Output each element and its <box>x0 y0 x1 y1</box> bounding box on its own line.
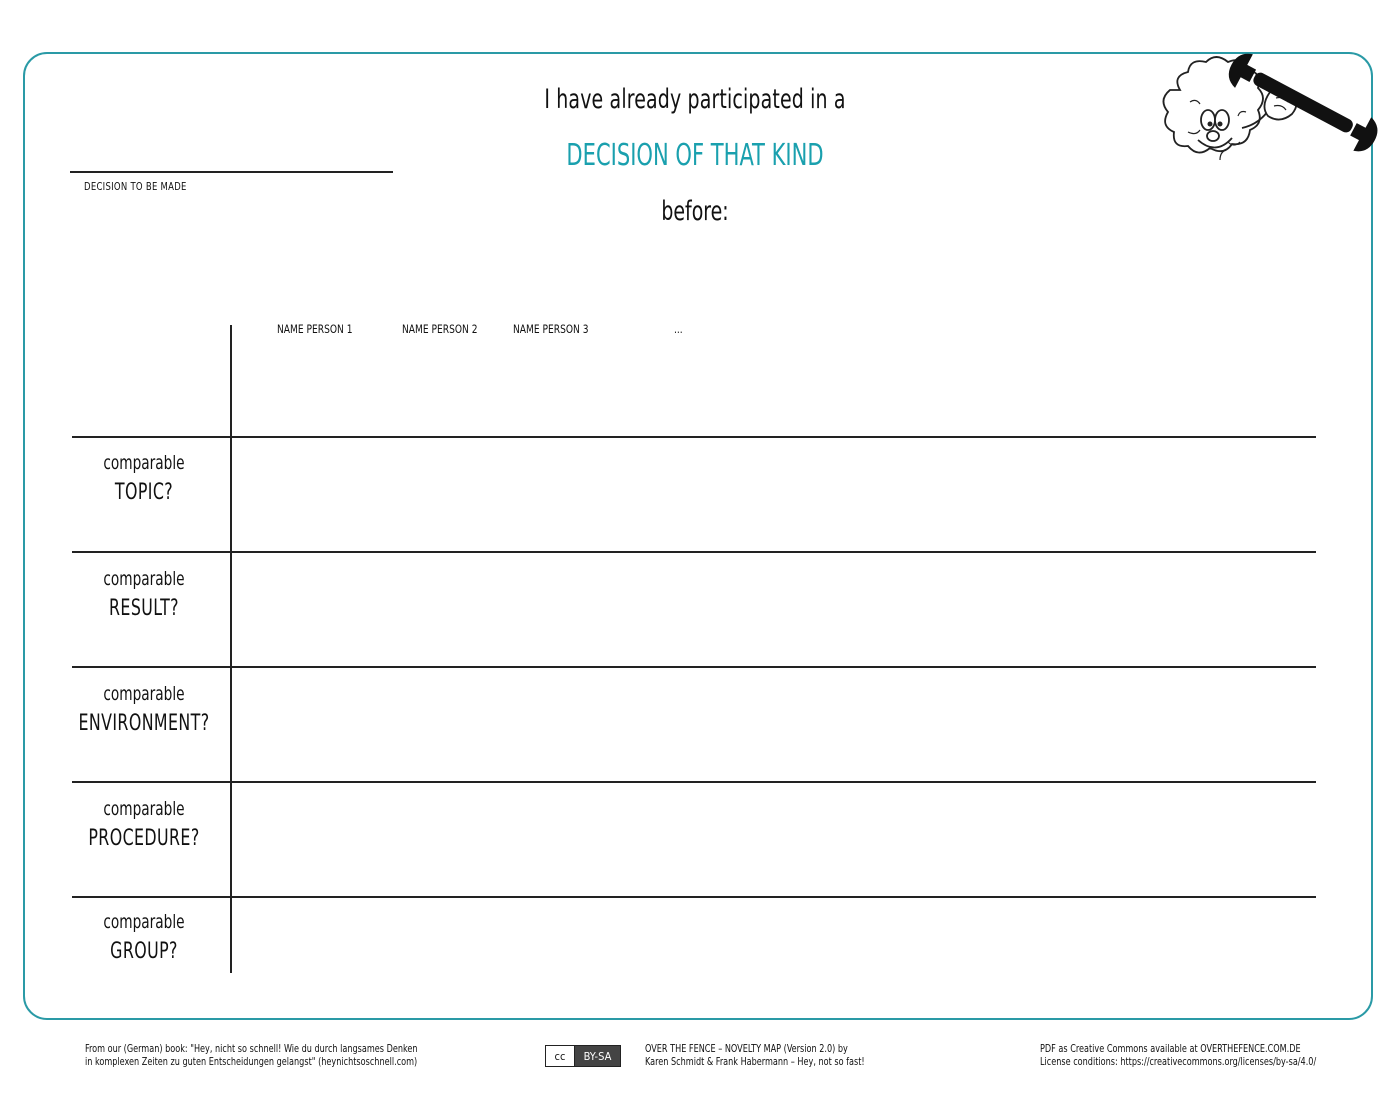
row-label-procedure <box>60 798 228 851</box>
column-header-person-3: NAME PERSON 3 <box>513 322 589 336</box>
mascot-with-wrench-icon <box>1150 32 1390 192</box>
footer-license-info <box>1040 1043 1316 1069</box>
grid-row-divider <box>72 666 1316 668</box>
footer-book-credit <box>85 1043 418 1069</box>
row-label-small: comparable <box>103 568 185 590</box>
row-label-main: RESULT? <box>109 596 179 621</box>
footer-map-credit <box>645 1043 865 1069</box>
grid-row-divider <box>72 896 1316 898</box>
footer-map-line-1: OVER THE FENCE – NOVELTY MAP (Version 2.0) by <box>645 1043 848 1055</box>
decision-input-line[interactable] <box>70 171 393 173</box>
decision-label: DECISION TO BE MADE <box>84 181 187 193</box>
license-label: BY-SA <box>575 1046 620 1066</box>
title-line-3: before: <box>661 196 729 227</box>
row-label-main: TOPIC? <box>114 480 174 505</box>
footer-license-line-1[interactable]: PDF as Creative Commons available at OVERTHEFENCE.COM.DE <box>1040 1043 1301 1055</box>
footer-book-line-2: in komplexen Zeiten zu guten Entscheidungen gelangst" (heynichtsoschnell.com) <box>85 1056 418 1068</box>
footer-license-line-2[interactable]: License conditions: https://creativecommons.org/licenses/by-sa/4.0/ <box>1040 1056 1317 1068</box>
row-label-group <box>60 911 228 964</box>
cc-by-sa-badge[interactable] <box>545 1045 621 1067</box>
row-label-small: comparable <box>103 452 185 474</box>
row-label-small: comparable <box>103 798 185 820</box>
footer-book-line-1: From our (German) book: "Hey, nicht so schnell! Wie du durch langsames Denken <box>85 1043 418 1055</box>
grid-row-divider <box>72 781 1316 783</box>
row-label-main: ENVIRONMENT? <box>78 711 210 736</box>
row-label-result <box>60 568 228 621</box>
title-line-1: I have already participated in a <box>544 84 846 115</box>
column-header-person-1: NAME PERSON 1 <box>277 322 353 336</box>
cc-icon: cc <box>546 1046 575 1066</box>
grid-row-divider <box>72 551 1316 553</box>
footer-map-line-2: Karen Schmidt & Frank Habermann – Hey, not so fast! <box>645 1056 865 1068</box>
row-label-small: comparable <box>103 911 185 933</box>
title-highlight: DECISION OF THAT KIND <box>566 138 824 173</box>
row-label-topic <box>60 452 228 505</box>
row-label-main: GROUP? <box>110 939 178 964</box>
grid-row-divider <box>72 436 1316 438</box>
row-label-small: comparable <box>103 683 185 705</box>
row-label-main: PROCEDURE? <box>88 826 200 851</box>
row-label-environment <box>60 683 228 736</box>
grid-vertical-divider <box>230 325 232 973</box>
column-header-person-2: NAME PERSON 2 <box>402 322 478 336</box>
column-header-more: ... <box>674 322 683 336</box>
